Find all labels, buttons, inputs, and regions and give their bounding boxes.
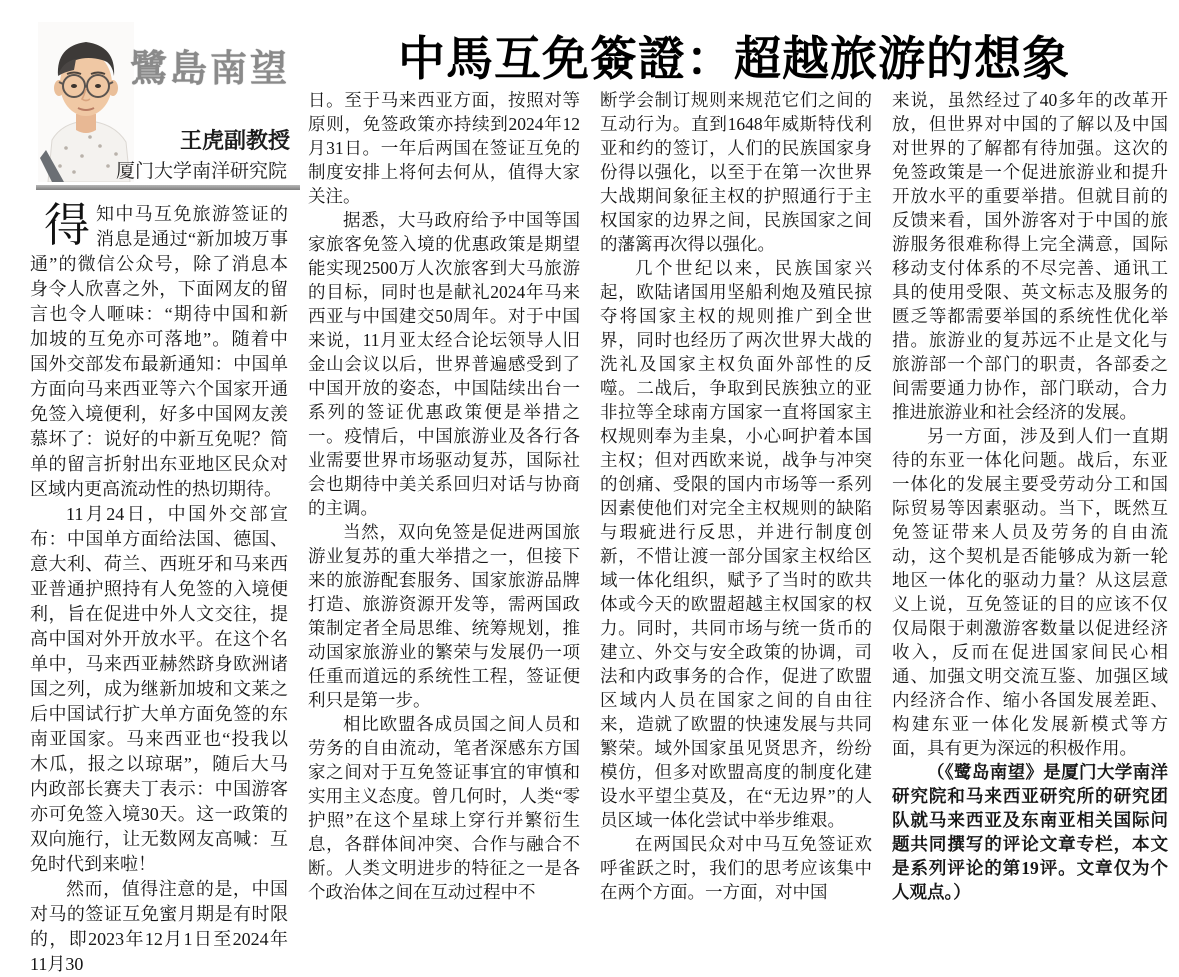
paragraph: 当然，双向免签是促进两国旅游业复苏的重大举措之一，但接下来的旅游配套服务、国家旅游品牌打造、旅游资源开发等，需两国政策制定者全局思维、统筹规划，推动国家旅游业的繁荣与发展仍一项任重而道远的系统性工程，签证便利只是第一步。 — [308, 522, 580, 710]
text-column-1 — [30, 88, 291, 977]
paragraph: 另一方面，涉及到人们一直期待的东亚一体化问题。战后，东亚一体化的发展主要受劳动分工和国际贸易等因素驱动。当下，既然互免签证带来人员及劳务的自由流动，这个契机是否能够成为新一轮地区一体化的驱动力量？从这层意义上说，互免签证的目的应该不仅仅局限于刺激游客数量以促进经济收入，反而在促进国家间民心相通、加强文明交流互鉴、加强区域内经济合作、缩小各国发展差距、构建东亚一体化发展新模式等方面，具有更为深远的积极作用。 — [892, 426, 1168, 758]
paragraph: 然而，值得注意的是，中国对马的签证互免蜜月期是有时限的，即2023年12月1日至2024年11月30 — [30, 879, 288, 974]
author-affiliation: 厦门大学南洋研究院 — [116, 161, 288, 182]
paragraph: 断学会制订规则来规范它们之间的互动行为。直到1648年威斯特伐利亚和约的签订，人们的民族国家身份得以强化，以至于在第一次世界大战期间象征主权的护照通行于主权国家的边界之间，民族国家之间的藩篱再次得以强化。 — [600, 90, 872, 254]
article-body — [30, 88, 1168, 974]
text-column-3 — [600, 88, 872, 904]
paragraph: 得知中马互免旅游签证的消息是通过“新加坡万事通”的微信公众号，除了消息本身令人欣喜之外，下面网友的留言也令人咂味：“期待中国和新加坡的互免亦可落地”。随着中国外交部发布最新通知：中国单方面向马来西亚等六个国家开通免签入境便利，好多中国网友羡慕坏了：说好的中新互免呢？简单的留言折射出东亚地区民众对区域内更高流动性的热切期待。 — [30, 200, 288, 499]
article-headline: 中馬互免簽證：超越旅游的想象 — [398, 34, 1070, 86]
paragraph: 在两国民众对中马互免签证欢呼雀跃之时，我们的思考应该集中在两个方面。一方面，对中国 — [600, 834, 872, 902]
drop-cap: 得 — [44, 200, 90, 251]
paragraph: 来说，虽然经过了40多年的改革开放，但世界对中国的了解以及中国对世界的了解都有待加强。这次的免签政策是一个促进旅游业和提升开放水平的重要举措。但就目前的反馈来看，国外游客对于中国的旅游服务很难称得上完全满意，国际移动支付体系的不尽完善、通讯工具的使用受限、英文标志及服务的匮乏等都需要举国的系统性优化举措。旅游业的复苏远不止是文化与旅游部一个部门的职责，各部委之间需要通力协作，部门联动，合力推进旅游业和社会经济的发展。 — [892, 90, 1168, 422]
paragraph: 相比欧盟各成员国之间人员和劳务的自由流动，笔者深感东方国家之间对于互免签证事宜的审慎和实用主义态度。曾几何时，人类“零护照”在这个星球上穿行并繁衍生息，各群体间冲突、合作与融合不断。人类文明进步的特征之一是各个政治体之间在互动过程中不 — [308, 714, 580, 902]
paragraph: 日。至于马来西亚方面，按照对等原则，免签政策亦持续到2024年12月31日。一年后两国在签证互免的制度安排上将何去何从，值得大家关注。 — [308, 90, 580, 206]
column-logo: 鷺島南望 — [130, 48, 290, 89]
paragraph: （《鹭岛南望》是厦门大学南洋研究院和马来西亚研究所的研究团队就马来西亚及东南亚相关国际问题共同撰写的评论文章专栏，本文是系列评论的第19评。文章仅为个人观点。） — [892, 762, 1168, 902]
paragraph: 据悉，大马政府给予中国等国家旅客免签入境的优惠政策是期望能实现2500万人次旅客到大马旅游的目标，同时也是献礼2024年马来西亚与中国建交50周年。对于中国来说，11月亚太经合论坛领导人旧金山会议以后，世界普遍感受到了中国开放的姿态，中国陆续出台一系列的签证优惠政策便是举措之一。疫情后，中国旅游业及各行各业需要世界市场驱动复苏，国际社会也期待中美关系回归对话与协商的主调。 — [308, 210, 580, 518]
text-column-4 — [892, 88, 1168, 904]
text-column-2 — [308, 88, 580, 904]
author-name: 王虎副教授 — [180, 128, 291, 153]
paragraph: 11月24日，中国外交部宣布：中国单方面给法国、德国、意大利、荷兰、西班牙和马来西亚普通护照持有人免签的入境便利，旨在促进中外人文交往，提高中国对外开放水平。在这个名单中，马来西亚赫然跻身欧洲诸国之列，成为继新加坡和文莱之后中国试行扩大单方面免签的东南亚国家。马来西亚也“投我以木瓜，报之以琼琚”，随后大马内政部长赛夫丁表示：中国游客亦可免签入境30天。这一政策的双向施行，让无数网友高喊：互免时代到来啦！ — [30, 504, 288, 874]
paragraph: 几个世纪以来，民族国家兴起，欧陆诸国用坚船利炮及殖民掠夺将国家主权的规则推广到全世界，同时也经历了两次世界大战的洗礼及国家主权负面外部性的反噬。二战后，争取到民族独立的亚非拉等全球南方国家一直将国家主权规则奉为圭臬，小心呵护着本国主权；但对西欧来说，战争与冲突的创痛、受限的国内市场等一系列因素使他们对完全主权规则的缺陷与瑕疵进行反思，并进行制度创新，不惜让渡一部分国家主权给区域一体化组织，赋予了当时的欧共体或今天的欧盟超越主权国家的权力。同时，共同市场与统一货币的建立、外交与安全政策的协调，司法和内政事务的合作，促进了欧盟区域内人员在国家之间的自由往来，造就了欧盟的快速发展与共同繁荣。域外国家虽见贤思齐，纷纷模仿，但多对欧盟高度的制度化建设水平望尘莫及，在“无边界”的人员区域一体化尝试中举步维艰。 — [600, 258, 872, 830]
